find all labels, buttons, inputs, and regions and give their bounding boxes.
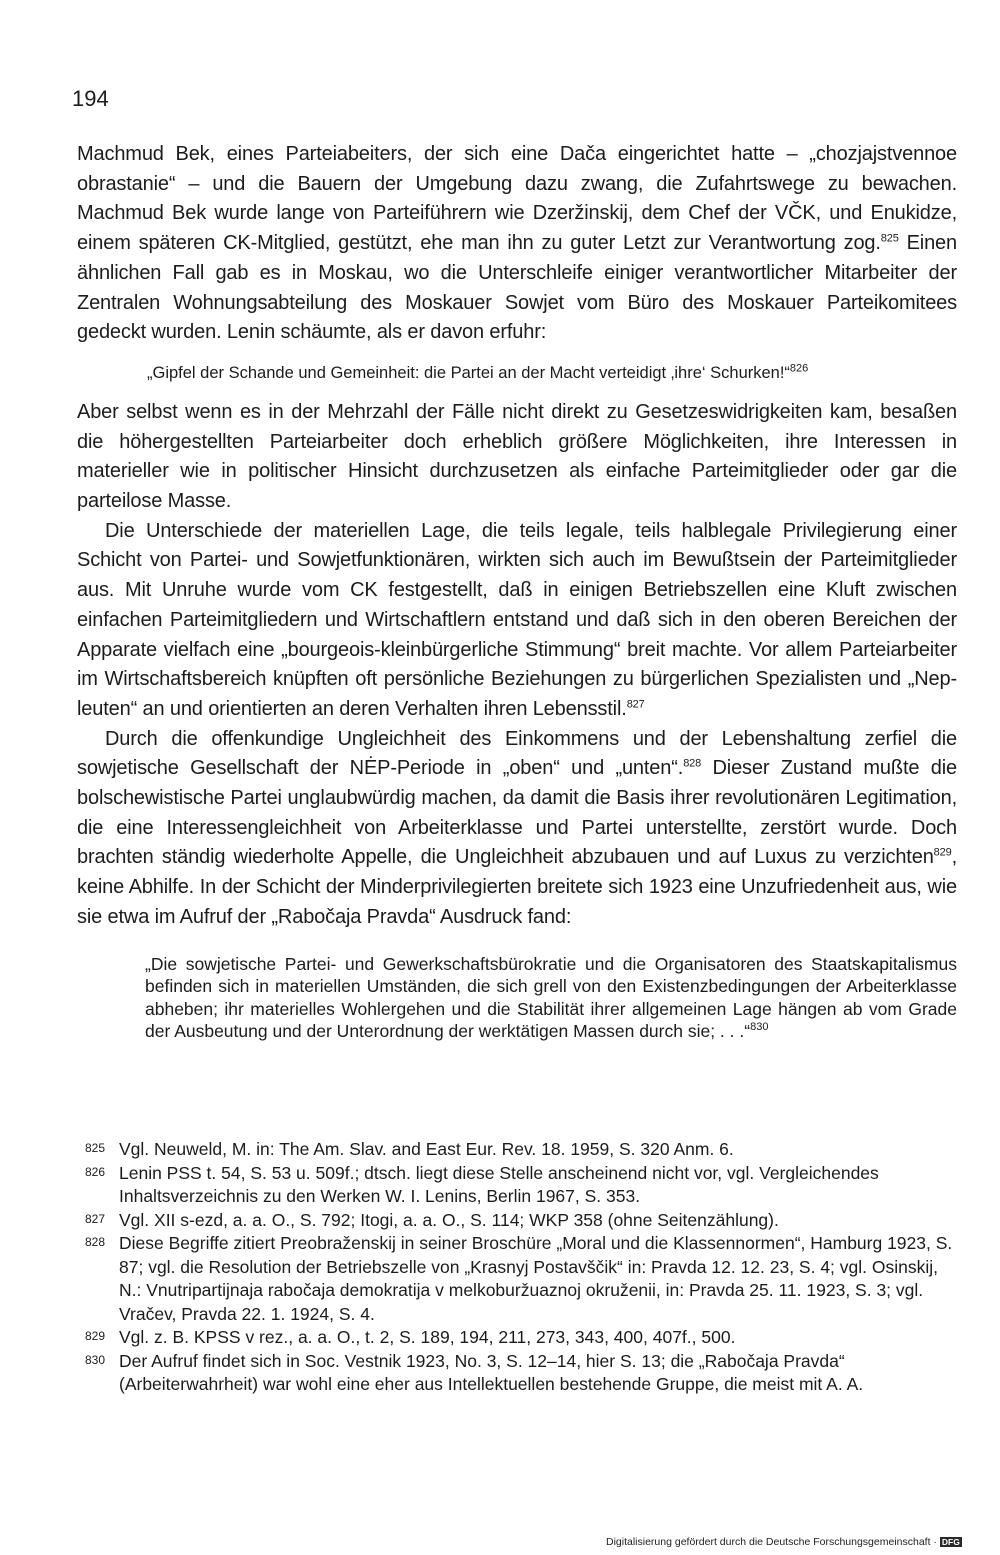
footnote-number: 829 bbox=[85, 1329, 106, 1343]
footnote-text: Lenin PSS t. 54, S. 53 u. 509f.; dtsch. liegt diese Stelle anscheinend nicht vor, vgl. Vergleichendes Inhaltsverzeichnis zu den Werken W. I. Lenins, Berlin 1967, S. 353. bbox=[119, 1162, 879, 1206]
footnote-text: Vgl. XII s-ezd, a. a. O., S. 792; Itogi, a. a. O., S. 114; WKP 358 (ohne Seitenzählung). bbox=[119, 1209, 779, 1230]
paragraph-1-part-1: Machmud Bek, eines Parteiabeiters, der sich eine Dača eingerichtet hatte – „chozjajstvennoe obrastanie“ – und die Bauern der Umgebung dazu zwang, die Zufahrtswege zu bewachen. Machmud Bek wurde lange von Parteiführern wie Dzeržinskij, dem Chef der VČK, und Enukidze, einem späteren CK-Mitglied, gestützt, ehe man ihn zu guter Letzt zur Verantwortung zog. bbox=[77, 143, 957, 255]
footnote-number: 830 bbox=[85, 1352, 106, 1367]
footnote bbox=[85, 1326, 961, 1350]
footnote-ref-826[interactable]: 826 bbox=[789, 362, 809, 375]
footnote-ref-827[interactable]: 827 bbox=[626, 698, 645, 711]
paragraph-4-part-1: Durch die offenkundige Ungleichheit des Einkommens und der Lebenshaltung zerfiel die sowjetische Gesellschaft der NĖP-Periode in „oben“ und „unten“. bbox=[77, 727, 957, 780]
footnote-number: 825 bbox=[85, 1141, 106, 1155]
footnote-text: Diese Begriffe zitiert Preobraženskij in seiner Broschüre „Moral und die Klassennormen“, Hamburg 1923, S. 87; vgl. die Resolution der Betriebszelle von „Krasnyj Postavščik“ in: Pravda 12. 12. 23, S. 4; vgl. Osinskij, N.: Vnutripartijnaja rabočaja demokratija v melkoburžuaznoj okruženii, in: Pravda 25. 11. 1923, S. 3; vgl. Vračev, Pravda 22. 1. 1924, S. 4. bbox=[119, 1233, 953, 1324]
paragraph-4 bbox=[77, 725, 957, 933]
paragraph-2: Aber selbst wenn es in der Mehrzahl der Fälle nicht direkt zu Gesetzeswidrigkeiten kam, besaßen die höhergestellten Parteiarbeiter doch erheblich größere Möglichkeiten, ihre Interessen in materieller wie in politischer Hinsicht durchzusetzen als einfache Parteimitglieder oder gar die parteilose Masse. bbox=[77, 400, 957, 513]
footnote bbox=[85, 1350, 961, 1397]
footnote-ref-830[interactable]: 830 bbox=[750, 1021, 769, 1034]
paragraph-4-part-2: Dieser Zustand mußte die bolschewistische Partei unglaubwürdig machen, da damit die Basis ihrer revolutionären Legitimation, die eine Interessengleichheit von Arbeiterklasse und Partei unterstellte, zerstört wurde. Doch brachten ständig wiederholte Appelle, die Ungleichheit abzubauen und auf Luxus zu verzichten bbox=[77, 757, 957, 869]
credit-text: Digitalisierung gefördert durch die Deutsche Forschungsgemeinschaft · bbox=[606, 1536, 937, 1548]
body-text bbox=[77, 140, 957, 1043]
paragraph-1-part-2: Einen ähnlichen Fall gab es in Moskau, wo die Unterschleife einiger verantwortlicher Mitarbeiter der Zentralen Wohnungsabteilung des Moskauer Sowjet vom Büro des Moskauer Parteikomitees gedeckt wurden. Lenin schäumte, als er davon erfuhr: bbox=[77, 232, 957, 344]
paragraph-4-part-3: , keine Abhilfe. In der Schicht der Minderprivilegierten breitete sich 1923 eine Unzufriedenheit aus, wie sie etwa im Aufruf der „Rabočaja Pravda“ Ausdruck fand: bbox=[77, 846, 957, 928]
block-quote-1 bbox=[147, 362, 957, 384]
footnote bbox=[85, 1138, 961, 1162]
footnote bbox=[85, 1162, 961, 1209]
dfg-logo: DFG bbox=[941, 1537, 960, 1548]
footnotes bbox=[85, 1138, 961, 1397]
footnote-text: Der Aufruf findet sich in Soc. Vestnik 1923, No. 3, S. 12–14, hier S. 13; die „Rabočaja Pravda“ (Arbeiterwahrheit) war wohl eine eher aus Intellektuellen bestehende Gruppe, die meist mit A. A. bbox=[119, 1350, 864, 1394]
paragraph-1 bbox=[77, 140, 957, 348]
footnote-number: 826 bbox=[85, 1164, 106, 1179]
footnote bbox=[85, 1209, 961, 1233]
paragraph-3 bbox=[77, 517, 957, 725]
footnote-ref-828[interactable]: 828 bbox=[683, 757, 702, 770]
footnote-ref-825[interactable]: 825 bbox=[880, 232, 899, 245]
block-quote-2-text: „Die sowjetische Partei- und Gewerkschaftsbürokratie und die Organisatoren des Staatskapitalismus befinden sich in materiellen Umständen, die sich grell von den Existenzbedingungen der Arbeiterklasse abheben; ihr materielles Wohlergehen und die Stabilität ihrer allgemeinen Lage hängen ab vom Grade der Ausbeutung und der Unterordnung der werktätigen Massen durch sie; . . .“ bbox=[145, 953, 957, 1042]
digitization-credit bbox=[606, 1536, 962, 1548]
page-number: 194 bbox=[72, 86, 109, 111]
footnote-text: Vgl. Neuweld, M. in: The Am. Slav. and East Eur. Rev. 18. 1959, S. 320 Anm. 6. bbox=[119, 1139, 734, 1159]
footnote bbox=[85, 1232, 961, 1326]
footnote-text: Vgl. z. B. KPSS v rez., a. a. O., t. 2, S. 189, 194, 211, 273, 343, 400, 407f., 500. bbox=[119, 1327, 736, 1347]
footnote-number: 827 bbox=[85, 1211, 106, 1226]
block-quote-1-text: „Gipfel der Schande und Gemeinheit: die Partei an der Macht verteidigt ‚ihre‘ Schurken!“ bbox=[147, 363, 790, 382]
paragraph-3-text: Die Unterschiede der materiellen Lage, die teils legale, teils halblegale Privilegierung einer Schicht von Partei- und Sowjetfunktionären, wirkten sich auch im Bewußtsein der Parteimitglieder aus. Mit Unruhe wurde vom CK festgestellt, daß in einigen Betriebszellen eine Kluft zwischen einfachen Parteimitgliedern und Wirtschaftlern entstand und daß sich in den oberen Bereichen der Apparate vielfach eine „bourgeois-kleinbürgerliche Stimmung“ breit machte. Vor allem Parteiarbeiter im Wirtschaftsbereich knüpften oft persönliche Beziehungen zu bürgerlichen Spezialisten und „Nep-leuten“ an und orientierten an deren Verhalten ihren Lebensstil. bbox=[77, 519, 957, 720]
footnote-ref-829[interactable]: 829 bbox=[933, 846, 952, 859]
footnote-number: 828 bbox=[85, 1235, 106, 1249]
block-quote-2 bbox=[145, 953, 957, 1043]
